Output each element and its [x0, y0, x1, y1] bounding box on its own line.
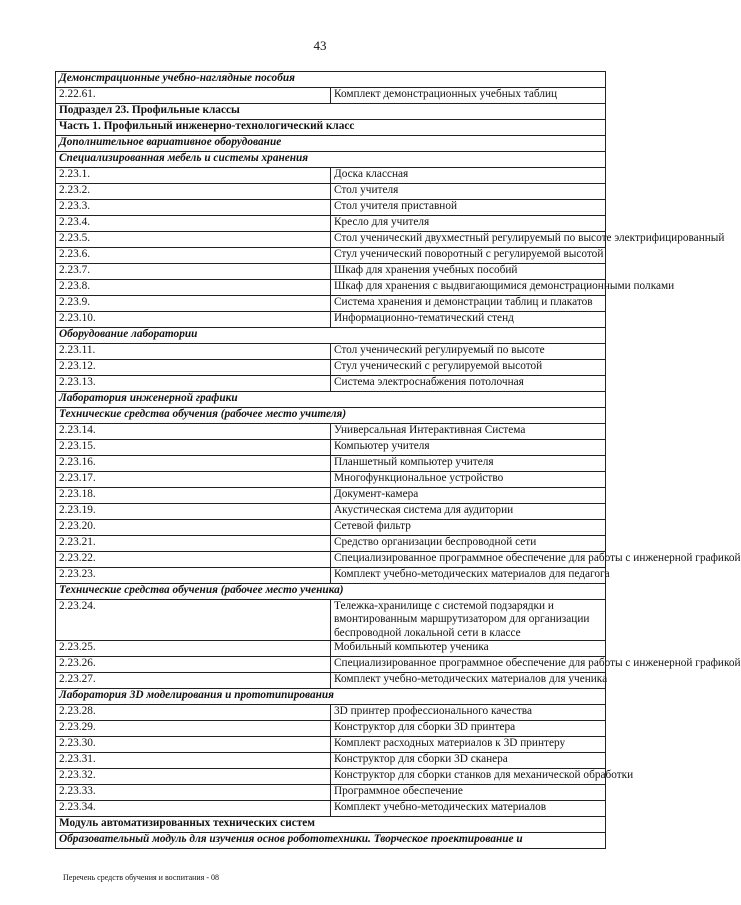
item-number: 2.23.13.	[56, 376, 331, 392]
table-row	[56, 296, 606, 312]
section-heading: Дополнительное вариативное оборудование	[56, 136, 606, 152]
item-number: 2.23.9.	[56, 296, 331, 312]
item-name: Стул ученический поворотный с регулируемой высотой	[331, 248, 606, 264]
table-row	[56, 600, 606, 641]
item-name: 3D принтер профессионального качества	[331, 705, 606, 721]
table-row	[56, 737, 606, 753]
item-name: Документ-камера	[331, 488, 606, 504]
item-number: 2.23.31.	[56, 753, 331, 769]
section-heading-row	[56, 152, 606, 168]
table-row	[56, 456, 606, 472]
table-row	[56, 216, 606, 232]
section-heading: Технические средства обучения (рабочее место учителя)	[56, 408, 606, 424]
item-number: 2.23.2.	[56, 184, 331, 200]
item-number: 2.23.18.	[56, 488, 331, 504]
table-row	[56, 248, 606, 264]
section-heading-row	[56, 584, 606, 600]
item-number: 2.23.33.	[56, 785, 331, 801]
item-name: Специализированное программное обеспечение для работы с инженерной графикой	[331, 657, 606, 673]
table-row	[56, 200, 606, 216]
section-heading-row	[56, 392, 606, 408]
table-row	[56, 673, 606, 689]
item-name: Конструктор для сборки станков для механической обработки	[331, 769, 606, 785]
item-name: Шкаф для хранения учебных пособий	[331, 264, 606, 280]
table-row	[56, 280, 606, 296]
table-row	[56, 785, 606, 801]
table-row	[56, 472, 606, 488]
item-name: Компьютер учителя	[331, 440, 606, 456]
section-heading-row	[56, 72, 606, 88]
table-row	[56, 440, 606, 456]
item-name: Конструктор для сборки 3D сканера	[331, 753, 606, 769]
table-row	[56, 360, 606, 376]
table-row	[56, 721, 606, 737]
item-number: 2.23.16.	[56, 456, 331, 472]
item-name: Многофункциональное устройство	[331, 472, 606, 488]
section-heading-row	[56, 833, 606, 849]
item-number: 2.23.21.	[56, 536, 331, 552]
item-number: 2.23.7.	[56, 264, 331, 280]
item-name: Планшетный компьютер учителя	[331, 456, 606, 472]
item-name: Конструктор для сборки 3D принтера	[331, 721, 606, 737]
item-number: 2.23.17.	[56, 472, 331, 488]
section-heading: Подраздел 23. Профильные классы	[56, 104, 606, 120]
item-name: Акустическая система для аудитории	[331, 504, 606, 520]
table-row	[56, 641, 606, 657]
table-row	[56, 424, 606, 440]
item-name: Специализированное программное обеспечение для работы с инженерной графикой	[331, 552, 606, 568]
item-number: 2.23.28.	[56, 705, 331, 721]
table-row	[56, 264, 606, 280]
table-row	[56, 801, 606, 817]
section-heading: Специализированная мебель и системы хранения	[56, 152, 606, 168]
section-heading: Оборудование лаборатории	[56, 328, 606, 344]
item-number: 2.23.30.	[56, 737, 331, 753]
item-name: Мобильный компьютер ученика	[331, 641, 606, 657]
item-number: 2.23.14.	[56, 424, 331, 440]
item-name: Система электроснабжения потолочная	[331, 376, 606, 392]
table-row	[56, 753, 606, 769]
item-number: 2.23.22.	[56, 552, 331, 568]
item-number: 2.23.11.	[56, 344, 331, 360]
item-name: Универсальная Интерактивная Система	[331, 424, 606, 440]
item-number: 2.23.5.	[56, 232, 331, 248]
section-heading-row	[56, 689, 606, 705]
table-row	[56, 568, 606, 584]
item-name: Стул ученический с регулируемой высотой	[331, 360, 606, 376]
item-name: Стол ученический двухместный регулируемый по высоте электрифицированный	[331, 232, 606, 248]
table-row	[56, 344, 606, 360]
section-heading-row	[56, 120, 606, 136]
item-name: Кресло для учителя	[331, 216, 606, 232]
table-row	[56, 705, 606, 721]
table-row	[56, 88, 606, 104]
item-number: 2.23.10.	[56, 312, 331, 328]
section-heading: Часть 1. Профильный инженерно-технологический класс	[56, 120, 606, 136]
item-name: Комплект учебно-методических материалов для ученика	[331, 673, 606, 689]
item-number: 2.23.34.	[56, 801, 331, 817]
item-name: Сетевой фильтр	[331, 520, 606, 536]
item-number: 2.23.6.	[56, 248, 331, 264]
item-name: Программное обеспечение	[331, 785, 606, 801]
item-number: 2.23.32.	[56, 769, 331, 785]
table-row	[56, 488, 606, 504]
item-number: 2.23.29.	[56, 721, 331, 737]
item-number: 2.23.4.	[56, 216, 331, 232]
item-number: 2.23.20.	[56, 520, 331, 536]
table-row	[56, 552, 606, 568]
item-name: Комплект учебно-методических материалов	[331, 801, 606, 817]
item-number: 2.23.12.	[56, 360, 331, 376]
page-number: 43	[313, 38, 327, 53]
item-name: Стол учителя приставной	[331, 200, 606, 216]
item-number: 2.23.19.	[56, 504, 331, 520]
item-number: 2.23.8.	[56, 280, 331, 296]
item-number: 2.23.24.	[56, 600, 331, 641]
table-row	[56, 168, 606, 184]
item-number: 2.23.1.	[56, 168, 331, 184]
item-name: Шкаф для хранения с выдвигающимися демонстрационными полками	[331, 280, 606, 296]
item-number: 2.23.3.	[56, 200, 331, 216]
table-row	[56, 520, 606, 536]
section-heading: Лаборатория 3D моделирования и прототипирования	[56, 689, 606, 705]
item-name: Стол учителя	[331, 184, 606, 200]
item-number: 2.22.61.	[56, 88, 331, 104]
item-name: Доска классная	[331, 168, 606, 184]
table-row	[56, 376, 606, 392]
section-heading: Технические средства обучения (рабочее место ученика)	[56, 584, 606, 600]
table-row	[56, 312, 606, 328]
item-name: Комплект учебно-методических материалов для педагога	[331, 568, 606, 584]
item-name: Стол ученический регулируемый по высоте	[331, 344, 606, 360]
equipment-table	[55, 71, 741, 849]
table-row	[56, 657, 606, 673]
item-name: Комплект демонстрационных учебных таблиц	[331, 88, 606, 104]
section-heading-row	[56, 136, 606, 152]
table-row	[56, 536, 606, 552]
page-footer: Перечень средств обучения и воспитания - 08	[63, 873, 220, 882]
item-name: Тележка-хранилище с системой подзарядки и вмонтированным маршрутизатором для организации беспроводной локальной сети в классе	[331, 600, 606, 641]
table-row	[56, 184, 606, 200]
section-heading-row	[56, 328, 606, 344]
section-heading: Модуль автоматизированных технических систем	[56, 817, 606, 833]
section-heading-row	[56, 817, 606, 833]
table-row	[56, 504, 606, 520]
section-heading: Образовательный модуль для изучения основ робототехники. Творческое проектирование и	[56, 833, 606, 849]
item-number: 2.23.27.	[56, 673, 331, 689]
item-number: 2.23.25.	[56, 641, 331, 657]
equipment-table-body	[56, 72, 741, 849]
table-row	[56, 769, 606, 785]
item-name: Средство организации беспроводной сети	[331, 536, 606, 552]
item-number: 2.23.26.	[56, 657, 331, 673]
section-heading: Демонстрационные учебно-наглядные пособия	[56, 72, 606, 88]
item-number: 2.23.23.	[56, 568, 331, 584]
item-name: Информационно-тематический стенд	[331, 312, 606, 328]
item-name: Система хранения и демонстрации таблиц и плакатов	[331, 296, 606, 312]
section-heading: Лаборатория инженерной графики	[56, 392, 606, 408]
item-number: 2.23.15.	[56, 440, 331, 456]
section-heading-row	[56, 104, 606, 120]
section-heading-row	[56, 408, 606, 424]
item-name: Комплект расходных материалов к 3D принтеру	[331, 737, 606, 753]
table-row	[56, 232, 606, 248]
